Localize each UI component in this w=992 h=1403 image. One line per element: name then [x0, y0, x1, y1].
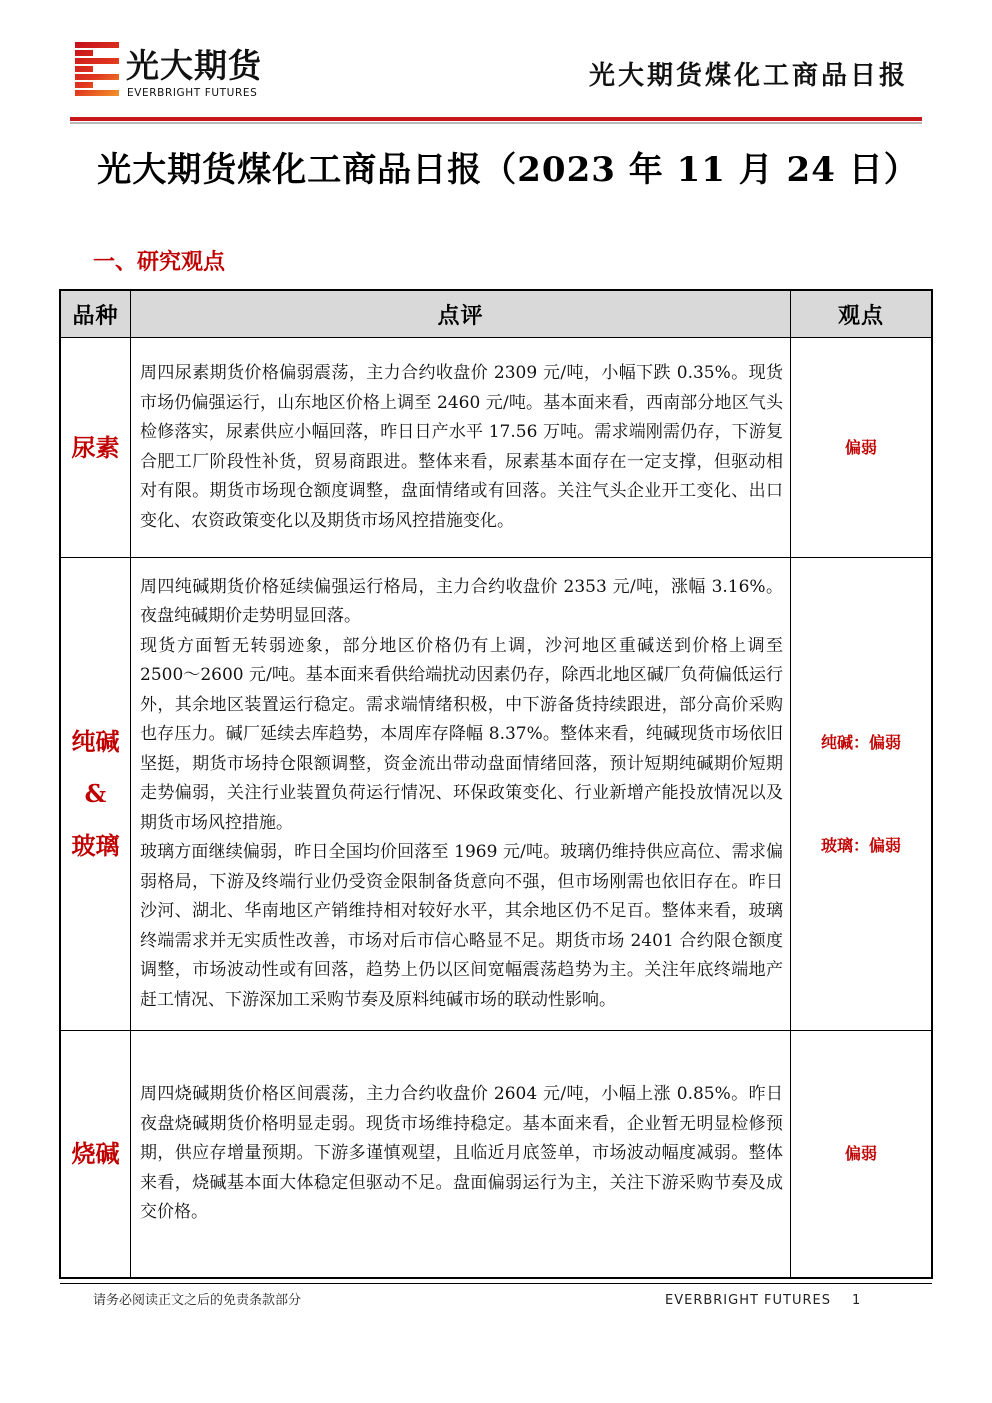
table-row-variety-urea — [61, 338, 131, 558]
table-row-view-urea — [791, 338, 931, 558]
table-row-comment-caustic-soda — [131, 1031, 791, 1277]
comment-paragraph: 现货方面暂无转弱迹象，部分地区价格仍有上调，沙河地区重碱送到价格上调至 2500～2600 元/吨。基本面来看供给端扰动因素仍存，除西北地区碱厂负荷偏低运行外，其余地区装置运行稳定。需求端情绪积极，中下游备货持续跟进，部分高价采购也存压力。碱厂延续去库趋势，本周库存降幅 8.37%。整体来看，纯碱现货市场依旧坚挺，期货市场持仓限额调整，资金流出带动盘面情绪回落，预计短期纯碱期价短期走势偏弱，关注行业装置负荷运行情况、环保政策变化、行业新增产能投放情况以及期货市场风控措施。 — [140, 635, 783, 833]
variety-label: 玻璃 — [71, 831, 120, 860]
view-label: 玻璃：偏弱 — [820, 836, 901, 855]
comment-paragraph: 周四纯碱期货价格延续偏强运行格局，主力合约收盘价 2353 元/吨，涨幅 3.16%。夜盘纯碱期价走势明显回落。 — [140, 576, 783, 627]
table-header-comment: 点评 — [131, 291, 791, 338]
view-label: 偏弱 — [844, 1144, 877, 1163]
footer-brand: EVERBRIGHT FUTURES — [665, 1293, 832, 1308]
section-heading: 一、研究观点 — [93, 249, 226, 275]
page-number: 1 — [852, 1293, 861, 1308]
table-row-variety-soda-ash-glass — [61, 558, 131, 1031]
variety-label: 纯碱 — [71, 727, 120, 756]
variety-label: 烧碱 — [71, 1139, 120, 1168]
table-row-comment-soda-ash-glass — [131, 558, 791, 1031]
table-header-variety: 品种 — [61, 291, 131, 338]
variety-label: 尿素 — [71, 432, 120, 462]
header-report-name: 光大期货煤化工商品日报 — [588, 61, 908, 91]
logo-text-en: EVERBRIGHT FUTURES — [127, 87, 258, 99]
view-label: 纯碱：偏弱 — [820, 733, 901, 752]
header-divider-red — [70, 117, 922, 121]
table-row-view-soda-ash-glass — [791, 558, 931, 1031]
variety-ampersand: & — [84, 779, 107, 808]
table-header-view: 观点 — [791, 291, 931, 338]
table-row-comment-urea — [131, 338, 791, 558]
table-row-view-caustic-soda — [791, 1031, 931, 1277]
table-row-variety-caustic-soda — [61, 1031, 131, 1277]
research-table — [59, 289, 933, 1279]
footer-disclaimer: 请务必阅读正文之后的免责条款部分 — [93, 1293, 302, 1308]
everbright-logo-icon — [75, 42, 119, 98]
comment-paragraph: 玻璃方面继续偏弱，昨日全国均价回落至 1969 元/吨。玻璃仍维持供应高位、需求偏弱格局，下游及终端行业仍受资金限制备货意向不强，但市场刚需也依旧存在。昨日沙河、湖北、华南地区产销维持相对较好水平，其余地区仍不足百。整体来看，玻璃终端需求并无实质性改善，市场对后市信心略显不足。期货市场 2401 合约限仓额度调整，市场波动性或有回落，趋势上仍以区间宽幅震荡趋势为主。关注年底终端地产赶工情况、下游深加工采购节奏及原料纯碱市场的联动性影响。 — [140, 842, 783, 1010]
footer-divider — [60, 1283, 932, 1284]
view-label: 偏弱 — [844, 437, 877, 457]
comment-paragraph: 周四烧碱期货价格区间震荡，主力合约收盘价 2604 元/吨，小幅上涨 0.85%。昨日夜盘烧碱期货价格明显走弱。现货市场维持稳定。基本面来看，企业暂无明显检修预期，供应存增量预期。下游多谨慎观望，且临近月底签单，市场波动幅度减弱。整体来看，烧碱基本面大体稳定但驱动不足。盘面偏弱运行为主，关注下游采购节奏及成交价格。 — [140, 1084, 783, 1223]
header-divider-shadow — [70, 122, 922, 124]
logo-text-cn: 光大期货 — [126, 46, 262, 85]
company-logo — [75, 42, 285, 102]
comment-paragraph: 周四尿素期货价格偏弱震荡，主力合约收盘价 2309 元/吨，小幅下跌 0.35%。现货市场仍偏强运行，山东地区价格上调至 2460 元/吨。基本面来看，西南部分地区气头检修落实，尿素供应小幅回落，昨日日产水平 17.56 万吨。需求端刚需仍存，下游复合肥工厂阶段性补货，贸易商跟进。整体来看，尿素基本面存在一定支撑，但驱动相对有限。期货市场现仓额度调整，盘面情绪或有回落。关注气头企业开工变化、出口变化、农资政策变化以及期货市场风控措施变化。 — [140, 363, 783, 531]
report-title: 光大期货煤化工商品日报（2023 年 11 月 24 日） — [97, 150, 919, 190]
